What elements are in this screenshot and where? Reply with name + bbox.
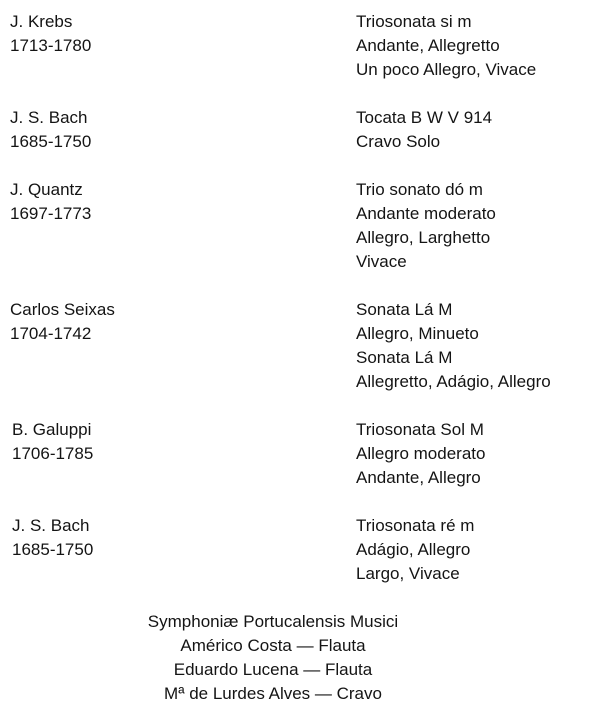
work-line: Un poco Allegro, Vivace xyxy=(356,60,537,79)
works-block xyxy=(356,514,600,586)
work-line: Allegro, Larghetto xyxy=(356,228,491,247)
work-line: Allegro moderato xyxy=(356,444,486,463)
composer-name: J. Quantz xyxy=(10,180,83,199)
work-line: Cravo Solo xyxy=(356,132,441,151)
composer-block xyxy=(12,514,212,562)
performer-line: Américo Costa — Flauta xyxy=(180,636,366,655)
composer-dates: 1713-1780 xyxy=(10,36,92,55)
composer-dates: 1685-1750 xyxy=(12,540,94,559)
composer-dates: 1697-1773 xyxy=(10,204,92,223)
composer-block xyxy=(12,418,212,466)
composer-block xyxy=(10,10,210,58)
work-line: Triosonata si m xyxy=(356,12,472,31)
work-line: Triosonata Sol M xyxy=(356,420,484,439)
composer-dates: 1685-1750 xyxy=(10,132,92,151)
work-line: Allegro, Minueto xyxy=(356,324,479,343)
performer-credits xyxy=(0,610,546,706)
work-line: Andante, Allegro xyxy=(356,468,481,487)
ensemble-name: Symphoniæ Portucalensis Musici xyxy=(147,612,399,631)
composer-name: J. Krebs xyxy=(10,12,73,31)
composer-block xyxy=(10,298,210,346)
composer-block xyxy=(10,106,210,154)
works-block xyxy=(356,10,600,82)
works-block xyxy=(356,178,600,274)
composer-block xyxy=(10,178,210,226)
work-line: Largo, Vivace xyxy=(356,564,460,583)
work-line: Tocata B W V 914 xyxy=(356,108,493,127)
composer-dates: 1706-1785 xyxy=(12,444,94,463)
work-line: Vivace xyxy=(356,252,407,271)
work-line: Andante moderato xyxy=(356,204,496,223)
work-line: Allegretto, Adágio, Allegro xyxy=(356,372,551,391)
work-line: Adágio, Allegro xyxy=(356,540,471,559)
performer-line: Eduardo Lucena — Flauta xyxy=(173,660,373,679)
work-line: Sonata Lá M xyxy=(356,300,453,319)
work-line: Trio sonato dó m xyxy=(356,180,483,199)
work-line: Andante, Allegretto xyxy=(356,36,500,55)
works-block xyxy=(356,418,600,490)
work-line: Triosonata ré m xyxy=(356,516,475,535)
composer-name: Carlos Seixas xyxy=(10,300,115,319)
composer-name: J. S. Bach xyxy=(10,108,88,127)
composer-name: B. Galuppi xyxy=(12,420,92,439)
composer-name: J. S. Bach xyxy=(12,516,90,535)
work-line: Sonata Lá M xyxy=(356,348,453,367)
works-block xyxy=(356,106,600,154)
works-block xyxy=(356,298,600,394)
performer-line: Mª de Lurdes Alves — Cravo xyxy=(164,684,382,703)
composer-dates: 1704-1742 xyxy=(10,324,92,343)
